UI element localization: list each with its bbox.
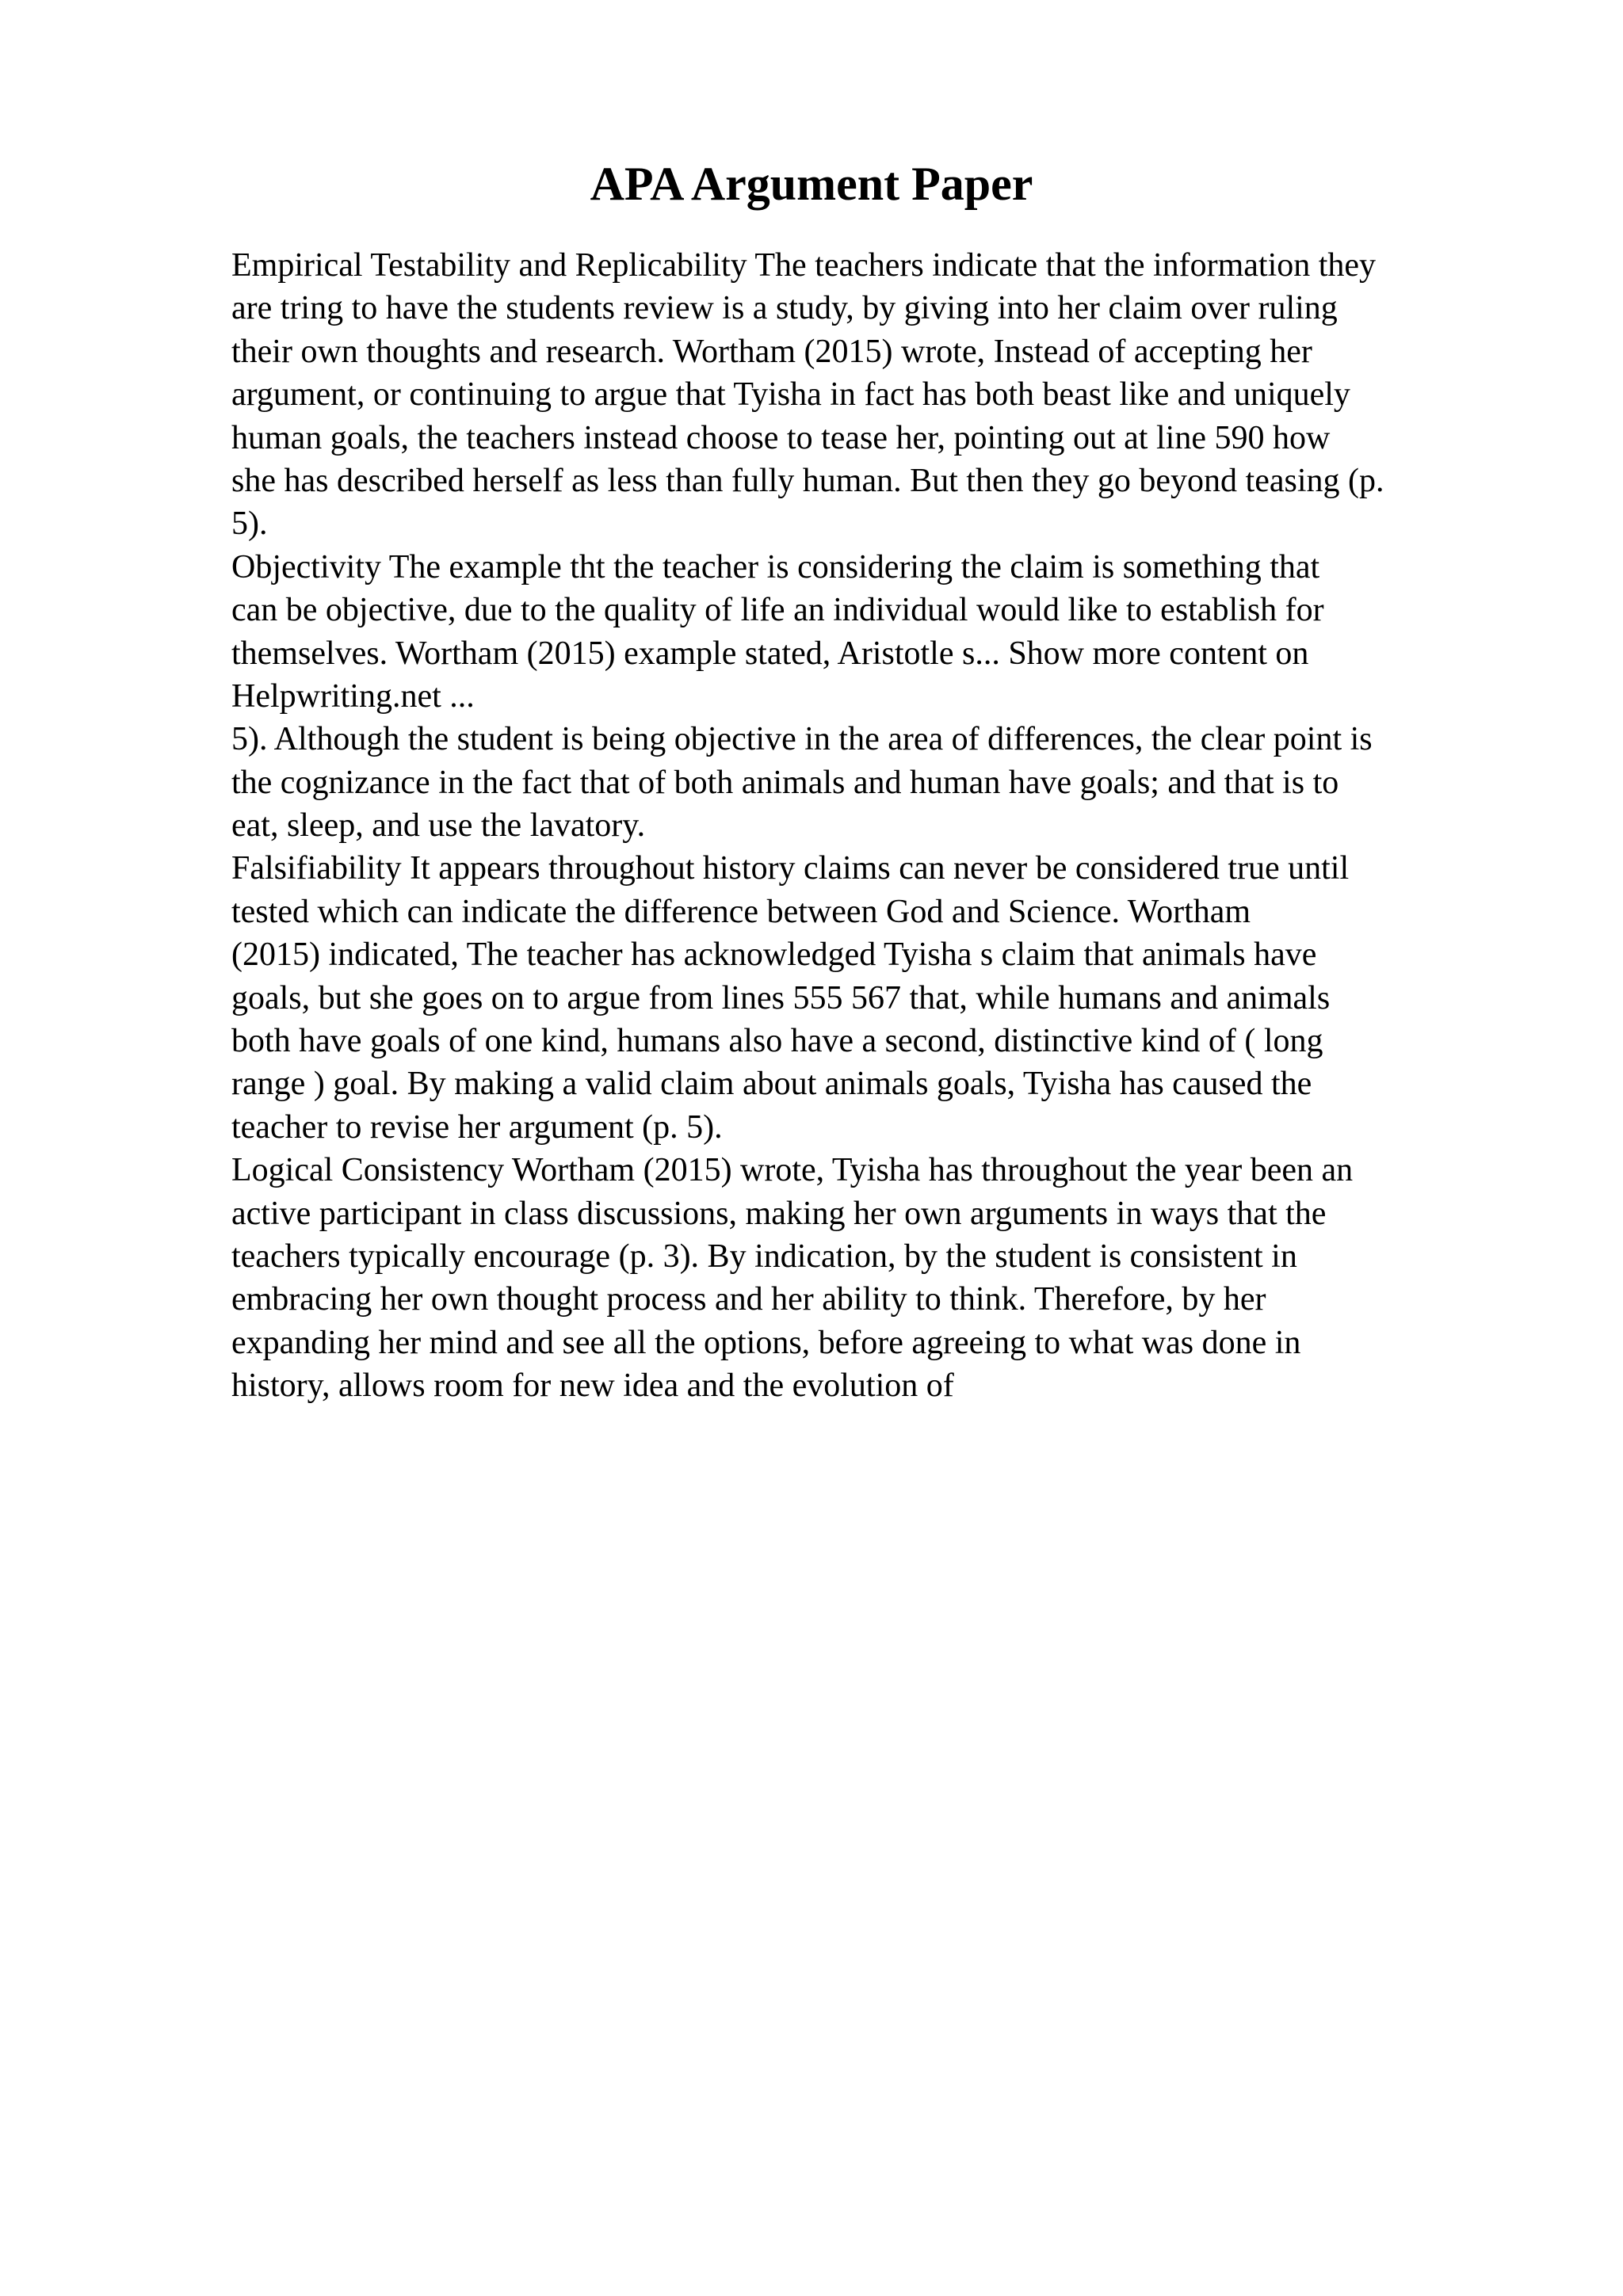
body-line: 5). Although the student is being objective in the area of differences, the clear point is <box>231 721 1373 758</box>
body-line: 5). <box>231 505 268 543</box>
body-line: teacher to revise her argument (p. 5). <box>231 1108 723 1146</box>
body-line: Helpwriting.net ... <box>231 677 475 715</box>
body-line: (2015) indicated, The teacher has acknowledged Tyisha s claim that animals have <box>231 936 1317 974</box>
body-line: history, allows room for new idea and the evolution of <box>231 1367 954 1405</box>
body-line: Empirical Testability and Replicability The teachers indicate that the information they <box>231 247 1377 284</box>
body-line: their own thoughts and research. Wortham (2015) wrote, Instead of accepting her <box>231 333 1312 370</box>
body-line: Logical Consistency Wortham (2015) wrote, Tyisha has throughout the year been an <box>231 1152 1354 1189</box>
body-line: expanding her mind and see all the options, before agreeing to what was done in <box>231 1324 1301 1361</box>
body-line: can be objective, due to the quality of life an individual would like to establish for <box>231 592 1324 629</box>
document-title: APA Argument Paper <box>590 158 1033 210</box>
body-line: themselves. Wortham (2015) example stated, Aristotle s... Show more content on <box>231 635 1309 672</box>
body-line: goals, but she goes on to argue from lines 555 567 that, while humans and animals <box>231 979 1331 1016</box>
document-body <box>231 244 1515 1408</box>
body-line: both have goals of one kind, humans also have a second, distinctive kind of ( long <box>231 1023 1323 1060</box>
body-line: she has described herself as less than fully human. But then they go beyond teasing (p. <box>231 462 1384 499</box>
body-line: teachers typically encourage (p. 3). By indication, by the student is consistent in <box>231 1238 1297 1275</box>
body-line: Falsifiability It appears throughout history claims can never be considered true until <box>231 850 1350 887</box>
body-line: active participant in class discussions, making her own arguments in ways that the <box>231 1195 1327 1232</box>
body-line: embracing her own thought process and her ability to think. Therefore, by her <box>231 1281 1266 1318</box>
body-line: eat, sleep, and use the lavatory. <box>231 807 646 845</box>
body-line: Objectivity The example tht the teacher is considering the claim is something that <box>231 548 1320 585</box>
body-line: are tring to have the students review is a study, by giving into her claim over ruling <box>231 290 1338 327</box>
body-line: argument, or continuing to argue that Tyisha in fact has both beast like and uniquely <box>231 376 1350 414</box>
body-line: range ) goal. By making a valid claim about animals goals, Tyisha has caused the <box>231 1066 1312 1103</box>
body-line: the cognizance in the fact that of both animals and human have goals; and that is to <box>231 764 1339 801</box>
body-line: human goals, the teachers instead choose to tease her, pointing out at line 590 how <box>231 419 1331 456</box>
body-line: tested which can indicate the difference between God and Science. Wortham <box>231 893 1251 930</box>
